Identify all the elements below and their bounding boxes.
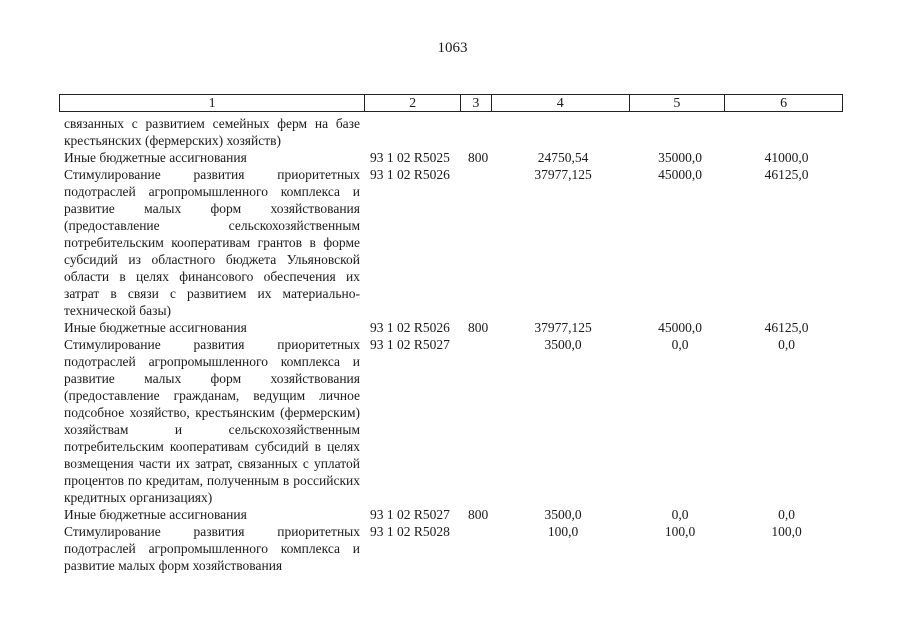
table-row (64, 149, 844, 166)
row-description: Иные бюджетные ассигнования (64, 320, 247, 335)
table-row (64, 523, 844, 574)
row-value-col6: 100,0 (771, 524, 802, 539)
row-value-col5: 45000,0 (658, 167, 702, 182)
header-col-4: 4 (492, 95, 630, 111)
row-value-col4: 3500,0 (544, 337, 582, 352)
row-description: Иные бюджетные ассигнования (64, 507, 247, 522)
row-description: Стимулирование развития приоритетных подотраслей агропромышленного комплекса и развитие малых форм хозяйствования (предоставление сельскохозяйственным потребительским кооперативам грантов в форме субсидий из областного бюджета Ульяновской области в целях финансового обеспечения их затрат в связи с развитием их материально-технической базы) (64, 167, 360, 318)
row-code: 93 1 02 R5026 (370, 167, 450, 182)
row-code: 93 1 02 R5028 (370, 524, 450, 539)
row-description: Иные бюджетные ассигнования (64, 150, 247, 165)
row-value-col5: 0,0 (671, 337, 689, 352)
header-col-1: 1 (60, 95, 365, 111)
row-value-col4: 100,0 (547, 524, 579, 539)
row-code: 93 1 02 R5026 (370, 320, 450, 335)
table-header-row (59, 94, 843, 112)
header-col-3: 3 (461, 95, 492, 111)
row-code: 93 1 02 R5027 (370, 507, 450, 522)
row-code: 93 1 02 R5027 (370, 337, 450, 352)
row-code: 93 1 02 R5025 (370, 150, 450, 165)
table-row (64, 319, 844, 336)
row-value-col4: 24750,54 (537, 150, 589, 165)
page-number: 1063 (437, 40, 468, 56)
header-col-6: 6 (780, 96, 788, 111)
row-value-col6: 41000,0 (764, 150, 809, 165)
row-value-col4: 3500,0 (544, 507, 582, 522)
table-row (64, 336, 844, 506)
row-description: связанных с развитием семейных ферм на базе крестьянских (фермерских) хозяйств) (64, 116, 360, 148)
row-value-col5: 35000,0 (658, 150, 702, 165)
header-col-5: 5 (630, 95, 726, 111)
row-value-col6: 0,0 (778, 337, 795, 352)
row-value-col4: 37977,125 (534, 167, 592, 182)
table-row (64, 506, 844, 523)
row-description: Стимулирование развития приоритетных подотраслей агропромышленного комплекса и развитие малых форм хозяйствования (64, 524, 360, 573)
row-description: Стимулирование развития приоритетных подотраслей агропромышленного комплекса и развитие малых форм хозяйствования (предоставление гражданам, ведущим личное подсобное хозяйство, крестьянским (фермерским) хозяйствам и сельскохозяйственным потребительским кооперативам субсидий в целях возмещения части их затрат, связанных с уплатой процентов по кредитам, полученным в российских кредитных организациях) (64, 337, 360, 505)
row-value-col6: 0,0 (778, 507, 795, 522)
row-value-col6: 46125,0 (764, 320, 809, 335)
table-body (64, 115, 844, 574)
row-value-col4: 37977,125 (534, 320, 592, 335)
table-row (64, 115, 844, 149)
row-value-col5: 45000,0 (658, 320, 702, 335)
row-value-col5: 100,0 (664, 524, 696, 539)
row-value-col6: 46125,0 (764, 167, 809, 182)
table-row (64, 166, 844, 319)
row-value-col5: 0,0 (671, 507, 689, 522)
row-expense-type: 800 (468, 507, 489, 522)
row-expense-type: 800 (468, 320, 489, 335)
row-expense-type: 800 (468, 150, 489, 165)
header-col-2: 2 (365, 95, 461, 111)
